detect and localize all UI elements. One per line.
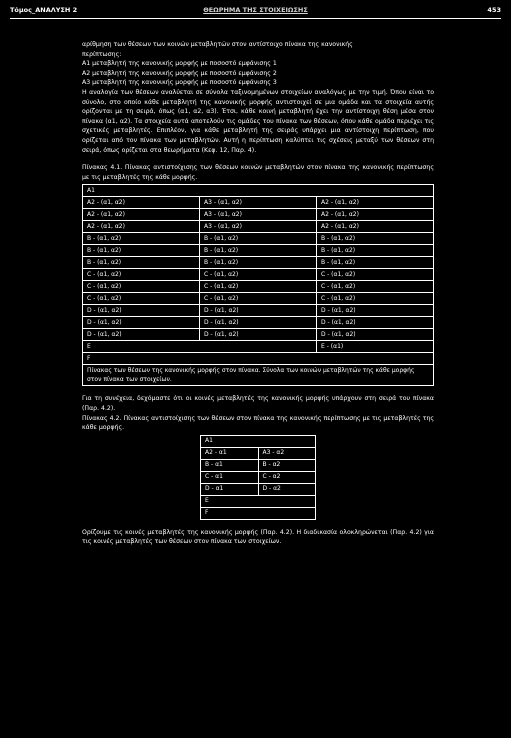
- table-cell: A2 - (α1, α2): [317, 209, 434, 221]
- table-cell: C - (α1, α2): [83, 269, 200, 281]
- body-paragraph: Για τη συνέχεια, δεχόμαστε ότι οι κοινές μεταβλητές της κανονικής μορφής υπάρχουν στη σειρά του πίνακα (Παρ. 4.2).: [82, 395, 434, 412]
- table-cell: D - (α1, α2): [83, 329, 200, 341]
- table-cell: C - (α1, α2): [317, 281, 434, 293]
- header-divider: [10, 18, 501, 19]
- table1-caption: Πίνακας 4.1. Πίνακας αντιστοίχισης των θέσεων κοινών μεταβλητών στον πίνακα της κανονικής περίπτωσης με τις μεταβλητές της κάθε μορφής.: [82, 164, 434, 181]
- table-row: [83, 293, 434, 305]
- table-cell: D - (α1, α2): [200, 317, 317, 329]
- table-cell: A2 - α1: [201, 447, 259, 459]
- page-body: [82, 40, 434, 547]
- table-cell: D - (α1, α2): [200, 305, 317, 317]
- table-cell: Β - (α1, α2): [317, 233, 434, 245]
- table-cell: Β - (α1, α2): [83, 233, 200, 245]
- header-book-title: Τόμος_ΑΝΑΛΥΣΗ 2: [10, 6, 78, 14]
- table-cell: A2 - (α1, α2): [83, 221, 200, 233]
- table-cell: A2 - (α1, α2): [83, 197, 200, 209]
- table-cell: Β - (α1, α2): [317, 257, 434, 269]
- table-cell: C - (α1, α2): [200, 281, 317, 293]
- table-cell: Β - (α1, α2): [200, 233, 317, 245]
- table2: [200, 435, 316, 520]
- table-cell: Β - (α1, α2): [83, 257, 200, 269]
- table-cell: Β - (α1, α2): [200, 245, 317, 257]
- table-cell: C - α2: [258, 471, 316, 483]
- intro-line: Α1 μεταβλητή της κανονικής μορφής με ποσοστό εμφάνισης 1: [82, 60, 277, 68]
- table-cell: B - α2: [258, 459, 316, 471]
- header-page-number: 453: [487, 6, 501, 14]
- table-cell: E: [83, 341, 317, 353]
- table-cell: D - (α1, α2): [317, 317, 434, 329]
- table-cell: A3 - (α1, α2): [200, 221, 317, 233]
- table-cell: D - (α1, α2): [83, 305, 200, 317]
- table-row: [201, 483, 316, 495]
- table-row: [201, 459, 316, 471]
- table-row: [83, 365, 434, 386]
- table-row: [83, 257, 434, 269]
- closing-paragraph: Ορίζουμε τις κοινές μεταβλητές της κανονικής μορφής (Παρ. 4.2). Η διαδικασία ολοκληρώνεται (Παρ. 4.2) για τις κοινές μεταβλητές των θέσεων στον πίνακα των στοιχείων.: [82, 528, 434, 546]
- table-cell: C - (α1, α2): [317, 269, 434, 281]
- table-cell: C - (α1, α2): [317, 293, 434, 305]
- table-cell: A3 - (α1, α2): [200, 197, 317, 209]
- table-cell: A2 - (α1, α2): [83, 209, 200, 221]
- table-row: [83, 245, 434, 257]
- table-cell: C - (α1, α2): [200, 293, 317, 305]
- table-cell: C - (α1, α2): [200, 269, 317, 281]
- table-row: [83, 269, 434, 281]
- table1: [82, 184, 434, 386]
- table-cell: C - (α1, α2): [83, 281, 200, 293]
- table2-title: A1: [201, 435, 316, 447]
- table-cell: D - (α1, α2): [317, 305, 434, 317]
- table-row: [83, 317, 434, 329]
- table-cell: E: [201, 495, 316, 507]
- table-row: [83, 329, 434, 341]
- header-chapter-title: ΘΕΩΡΗΜΑ ΤΗΣ ΣΤΟΙΧΕΙΩΣΗΣ: [203, 6, 308, 14]
- table-cell: Β - (α1, α2): [83, 245, 200, 257]
- table-row: [201, 471, 316, 483]
- table-cell: C - α1: [201, 471, 259, 483]
- table2-caption: Πίνακας 4.2. Πίνακας αντιστοίχισης των θέσεων στον πίνακα της κανονικής περίπτωσης με τις μεταβλητές της κάθε μορφής.: [82, 414, 434, 432]
- table-cell: E - (α1): [317, 341, 434, 353]
- table1-title: A1: [83, 185, 434, 197]
- table-cell: D - α1: [201, 483, 259, 495]
- table-row: [83, 209, 434, 221]
- table-cell: A3 - α2: [258, 447, 316, 459]
- intro-line: αρίθμηση των θέσεων των κοινών μεταβλητών στον αντίστοιχο πίνακα της κανονικής: [82, 41, 353, 48]
- table-cell: A2 - (α1, α2): [317, 221, 434, 233]
- table-row: [201, 447, 316, 459]
- table-row: [83, 197, 434, 209]
- table-cell: D - (α1, α2): [83, 317, 200, 329]
- table-row: [83, 221, 434, 233]
- table-row: [83, 353, 434, 365]
- intro-line: Α3 μεταβλητή της κανονικής μορφής με ποσοστό εμφάνισης 3: [82, 79, 277, 87]
- table-cell: B - α1: [201, 459, 259, 471]
- body-paragraph: Η αναλογία των θέσεων αναλύεται σε σύνολα ταξινομημένων στοιχείων αναλόγως με την τιμή. Όπου είναι το σύνολο, στο οποίο κάθε μεταβλητή της κανονικής μορφής αντιστοιχεί σε μια ομάδα και τα στοιχεία αυτής ορίζονται με τη σειρά, όπως (α1, α2, α3). Έτσι, κάθε κοινή μεταβλητή έχει την αντίστοιχη θέση μέσα στον πίνακα (α1, α2). Τα στοιχεία αυτά αποτελούν τις ομάδες του πίνακα των θέσεων, όπου κάθε ομάδα περιέχει τις σχετικές μεταβλητές. Επιπλέον, για κάθε μεταβλητή της σειράς υπάρχει μια αντίστοιχη περίπτωση, που ορίζεται από τον πίνακα των μεταβλητών. Αυτή η περίπτωση καλύπτει τις σχέσεις μεταξύ των θέσεων στη σειρά, όπως ορίζεται στα θεωρήματα (Κεφ. 12, Παρ. 4).: [82, 88, 434, 154]
- table-cell: D - (α1, α2): [200, 329, 317, 341]
- table1-note: Πίνακας των θέσεων της κανονικής μορφής στον πίνακα. Σύνολα των κοινών μεταβλητών της κάθε μορφής στον πίνακα των στοιχείων.: [83, 365, 434, 386]
- table-cell: Β - (α1, α2): [317, 245, 434, 257]
- page-header: [10, 6, 501, 16]
- table2-body: [201, 447, 316, 495]
- table-row: [201, 495, 316, 507]
- table-cell: F: [83, 353, 434, 365]
- table-cell: A2 - (α1, α2): [317, 197, 434, 209]
- table-cell: F: [201, 507, 316, 519]
- table-cell: D - α2: [258, 483, 316, 495]
- table-cell: Β - (α1, α2): [200, 257, 317, 269]
- table-row: [201, 507, 316, 519]
- intro-block: [82, 40, 434, 88]
- table-cell: D - (α1, α2): [317, 329, 434, 341]
- table-row: [83, 281, 434, 293]
- table-cell: A3 - (α1, α2): [200, 209, 317, 221]
- table-row: [83, 185, 434, 197]
- table1-body: [83, 197, 434, 341]
- table-row: [201, 435, 316, 447]
- table-row: [83, 341, 434, 353]
- table-cell: C - (α1, α2): [83, 293, 200, 305]
- intro-line: Α2 μεταβλητή της κανονικής μορφής με ποσοστό εμφάνισης 2: [82, 69, 277, 77]
- intro-line: περίπτωσης:: [82, 50, 122, 58]
- table-row: [83, 305, 434, 317]
- table-row: [83, 233, 434, 245]
